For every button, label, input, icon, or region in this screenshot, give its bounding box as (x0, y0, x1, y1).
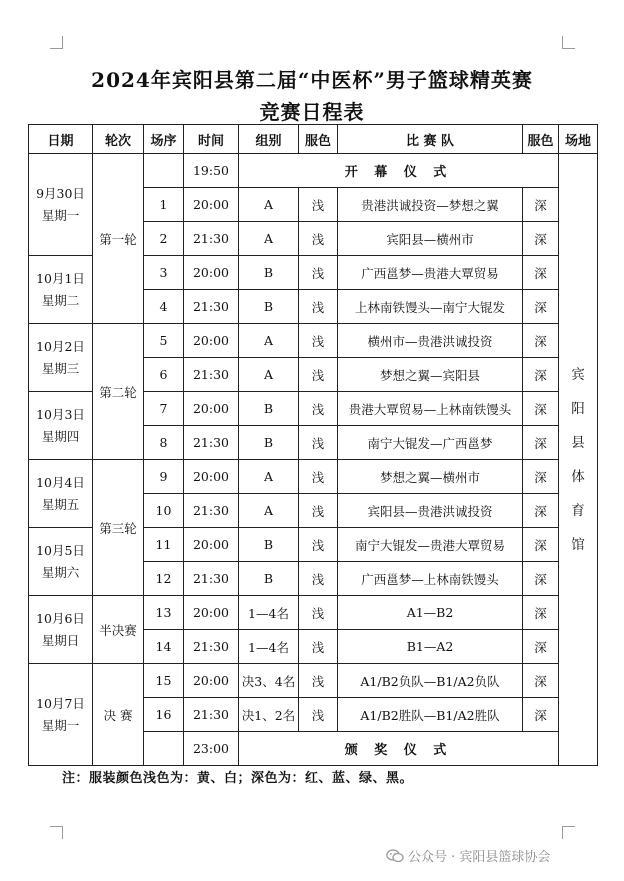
date-text: 10月4日 (36, 474, 85, 490)
order-cell: 2 (144, 222, 184, 256)
document-title: 2024年宾阳县第二届“中医杯”男子篮球精英赛 (91, 68, 533, 92)
weekday-text: 星期三 (41, 360, 80, 376)
color-light-cell: 浅 (299, 596, 338, 630)
round-cell: 半决赛 (93, 596, 144, 664)
time-cell: 21:30 (184, 290, 239, 324)
match-cell: 横州市—贵港洪诚投资 (338, 324, 523, 358)
time-cell: 20:00 (184, 596, 239, 630)
round-cell: 第三轮 (93, 460, 144, 596)
venue-char: 体 (571, 468, 585, 485)
color-dark-cell: 深 (523, 324, 559, 358)
color-dark-cell: 深 (523, 664, 559, 698)
match-cell: 南宁大锟发—广西邕梦 (338, 426, 523, 460)
time-cell: 21:30 (184, 426, 239, 460)
order-cell: 15 (144, 664, 184, 698)
order-cell: 14 (144, 630, 184, 664)
time-cell: 20:00 (184, 188, 239, 222)
color-light-cell: 浅 (299, 630, 338, 664)
color-light-cell: 浅 (299, 188, 338, 222)
color-dark-cell: 深 (523, 188, 559, 222)
match-cell: 广西邕梦—上林南铁馒头 (338, 562, 523, 596)
date-text: 10月5日 (36, 542, 85, 558)
date-cell (29, 664, 93, 766)
time-cell: 20:00 (184, 528, 239, 562)
date-text: 10月2日 (36, 338, 85, 354)
color-dark-cell: 深 (523, 222, 559, 256)
group-cell: 决3、4名 (239, 664, 299, 698)
time-cell: 20:00 (184, 256, 239, 290)
match-cell: 梦想之翼—宾阳县 (338, 358, 523, 392)
color-dark-cell: 深 (523, 358, 559, 392)
date-cell (29, 392, 93, 460)
time-cell: 21:30 (184, 630, 239, 664)
opening-ceremony: 开 幕 仪 式 (239, 154, 559, 188)
crop-mark-top-right (562, 36, 575, 49)
color-dark-cell: 深 (523, 528, 559, 562)
time-cell: 21:30 (184, 698, 239, 732)
match-cell: 宾阳县—贵港洪诚投资 (338, 494, 523, 528)
date-cell (29, 154, 93, 256)
closing-ceremony: 颁 奖 仪 式 (239, 732, 559, 766)
crop-mark-bottom-right (562, 826, 575, 839)
wechat-icon (386, 849, 404, 863)
weekday-text: 星期一 (41, 207, 80, 223)
order-cell: 16 (144, 698, 184, 732)
crop-mark-bottom-left (50, 826, 63, 839)
order-cell (144, 732, 184, 766)
schedule-table (28, 124, 598, 766)
document-subtitle: 竞赛日程表 (259, 100, 365, 124)
date-cell (29, 528, 93, 596)
time-cell: 23:00 (184, 732, 239, 766)
venue-cell (559, 154, 598, 766)
order-cell: 12 (144, 562, 184, 596)
color-light-cell: 浅 (299, 494, 338, 528)
weekday-text: 星期日 (41, 632, 80, 648)
match-cell: A1/B2负队—B1/A2负队 (338, 664, 523, 698)
group-cell: 决1、2名 (239, 698, 299, 732)
header-date: 日期 (29, 125, 93, 154)
header-color-dark: 服色 (523, 125, 559, 154)
match-cell: 广西邕梦—贵港大覃贸易 (338, 256, 523, 290)
crop-mark-top-left (50, 36, 63, 49)
match-cell: 梦想之翼—横州市 (338, 460, 523, 494)
header-group: 组别 (239, 125, 299, 154)
venue-char: 县 (571, 434, 585, 451)
venue-char: 宾 (571, 366, 585, 383)
group-cell: A (239, 460, 299, 494)
group-cell: A (239, 358, 299, 392)
order-cell: 11 (144, 528, 184, 562)
round-cell: 第一轮 (93, 154, 144, 324)
order-cell: 13 (144, 596, 184, 630)
weekday-text: 星期五 (41, 496, 80, 512)
color-dark-cell: 深 (523, 698, 559, 732)
venue-char: 阳 (571, 400, 585, 417)
footnote: 注：服装颜色浅色为：黄、白；深色为：红、蓝、绿、黑。 (62, 771, 414, 786)
match-cell: B1—A2 (338, 630, 523, 664)
game-row (29, 596, 598, 630)
color-dark-cell: 深 (523, 290, 559, 324)
date-cell (29, 256, 93, 324)
color-light-cell: 浅 (299, 358, 338, 392)
weekday-text: 星期四 (41, 428, 80, 444)
order-cell: 4 (144, 290, 184, 324)
header-teams: 比 赛 队 (338, 125, 523, 154)
order-cell: 7 (144, 392, 184, 426)
order-cell: 5 (144, 324, 184, 358)
time-cell: 21:30 (184, 562, 239, 596)
time-cell: 19:50 (184, 154, 239, 188)
color-light-cell: 浅 (299, 222, 338, 256)
game-row (29, 460, 598, 494)
opening-row (29, 154, 598, 188)
time-cell: 21:30 (184, 494, 239, 528)
color-dark-cell: 深 (523, 494, 559, 528)
group-cell: 1—4名 (239, 630, 299, 664)
date-text: 10月7日 (36, 695, 85, 711)
time-cell: 20:00 (184, 460, 239, 494)
weekday-text: 星期一 (41, 717, 80, 733)
color-light-cell: 浅 (299, 664, 338, 698)
round-cell: 决 赛 (93, 664, 144, 766)
weekday-text: 星期二 (41, 292, 80, 308)
group-cell: B (239, 426, 299, 460)
color-light-cell: 浅 (299, 324, 338, 358)
time-cell: 21:30 (184, 358, 239, 392)
order-cell (144, 154, 184, 188)
game-row (29, 664, 598, 698)
color-dark-cell: 深 (523, 630, 559, 664)
group-cell: B (239, 528, 299, 562)
group-cell: A (239, 324, 299, 358)
date-cell (29, 460, 93, 528)
header-round: 轮次 (93, 125, 144, 154)
date-cell (29, 596, 93, 664)
color-light-cell: 浅 (299, 290, 338, 324)
color-light-cell: 浅 (299, 562, 338, 596)
match-cell: 贵港大覃贸易—上林南铁馒头 (338, 392, 523, 426)
order-cell: 6 (144, 358, 184, 392)
date-cell (29, 324, 93, 392)
date-text: 10月6日 (36, 610, 85, 626)
group-cell: B (239, 562, 299, 596)
round-cell: 第二轮 (93, 324, 144, 460)
match-cell: A1—B2 (338, 596, 523, 630)
group-cell: B (239, 392, 299, 426)
header-order: 场序 (144, 125, 184, 154)
color-dark-cell: 深 (523, 426, 559, 460)
watermark-text: 公众号 · 宾阳县篮球协会 (408, 850, 551, 865)
match-cell: 宾阳县—横州市 (338, 222, 523, 256)
venue-char: 馆 (571, 536, 585, 553)
order-cell: 9 (144, 460, 184, 494)
weekday-text: 星期六 (41, 564, 80, 580)
date-text: 9月30日 (36, 185, 85, 201)
group-cell: B (239, 290, 299, 324)
color-dark-cell: 深 (523, 460, 559, 494)
venue-char: 育 (571, 502, 585, 519)
order-cell: 1 (144, 188, 184, 222)
group-cell: A (239, 494, 299, 528)
match-cell: A1/B2胜队—B1/A2胜队 (338, 698, 523, 732)
game-row (29, 324, 598, 358)
match-cell: 上林南铁馒头—南宁大锟发 (338, 290, 523, 324)
group-cell: A (239, 188, 299, 222)
group-cell: A (239, 222, 299, 256)
header-venue: 场地 (559, 125, 598, 154)
color-light-cell: 浅 (299, 426, 338, 460)
order-cell: 10 (144, 494, 184, 528)
color-light-cell: 浅 (299, 392, 338, 426)
order-cell: 8 (144, 426, 184, 460)
order-cell: 3 (144, 256, 184, 290)
match-cell: 贵港洪诚投资—梦想之翼 (338, 188, 523, 222)
header-row (29, 125, 598, 154)
color-light-cell: 浅 (299, 528, 338, 562)
watermark (386, 846, 550, 865)
time-cell: 20:00 (184, 392, 239, 426)
color-light-cell: 浅 (299, 698, 338, 732)
color-dark-cell: 深 (523, 392, 559, 426)
group-cell: 1—4名 (239, 596, 299, 630)
color-dark-cell: 深 (523, 596, 559, 630)
header-time: 时间 (184, 125, 239, 154)
color-dark-cell: 深 (523, 562, 559, 596)
color-dark-cell: 深 (523, 256, 559, 290)
time-cell: 21:30 (184, 222, 239, 256)
date-text: 10月1日 (36, 270, 85, 286)
color-light-cell: 浅 (299, 256, 338, 290)
date-text: 10月3日 (36, 406, 85, 422)
time-cell: 20:00 (184, 664, 239, 698)
time-cell: 20:00 (184, 324, 239, 358)
group-cell: B (239, 256, 299, 290)
color-light-cell: 浅 (299, 460, 338, 494)
match-cell: 南宁大锟发—贵港大覃贸易 (338, 528, 523, 562)
header-color-light: 服色 (299, 125, 338, 154)
